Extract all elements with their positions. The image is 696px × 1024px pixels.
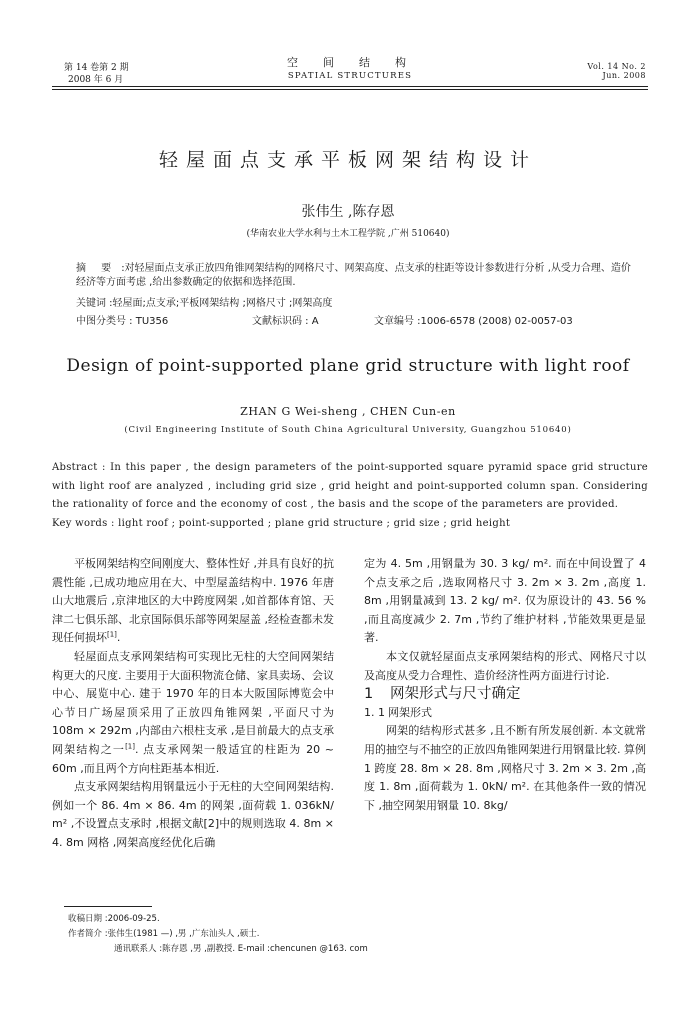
paragraph: 点支承网架结构用钢量远小于无柱的大空间网架结构. 例如一个 86. 4m × 86. 4m 的网架 ,面荷载 1. 036kN/ m² ,不设置点支承时 ,根据文献[2]中的规则选取 4. 8m × 4. 8m 网格 ,网架高度经优化后确 bbox=[52, 780, 334, 849]
subsection-title: 网架形式 bbox=[388, 705, 432, 719]
paragraph: 平板网架结构空间刚度大、整体性好 ,并具有良好的抗震性能 ,已成功地应用在大、中型屋盖结构中. 1976 年唐山大地震后 ,京津地区的大中跨度网架 ,如首都体育馆、天津二七俱乐部、北京国际俱乐部等网架屋盖 ,经检查都未发现任何损坏[1]. bbox=[52, 557, 334, 645]
paragraph: 定为 4. 5m ,用钢量为 30. 3 kg/ m². 而在中间设置了 4 个点支承之后 ,选取网格尺寸 3. 2m × 3. 2m ,高度 1. 8m ,用钢量减到 13. 2 kg/ m². 仅为原设计的 43. 56 % ,而且高度减少 2. 7m ,节约了维护材料 ,节能效果更是显著. bbox=[364, 557, 646, 645]
author-bio: 作者简介 :张伟生(1981 —) ,男 ,广东汕头人 ,硕士. bbox=[68, 929, 260, 939]
keywords-en: Key words : light roof ; point-supported ; plane grid structure ; grid size ; grid height bbox=[52, 517, 511, 529]
article-number: 文章编号 :1006-6578 (2008) 02-0057-03 bbox=[374, 316, 573, 327]
date-en: Jun. 2008 bbox=[602, 71, 646, 80]
volume-issue-cn: 第 14 卷第 2 期 bbox=[64, 63, 129, 73]
contact-info: 通讯联系人 :陈存恩 ,男 ,副教授. E-mail :chencunen @163. com bbox=[114, 944, 368, 954]
clc-number: 中图分类号 : TU356 bbox=[76, 316, 169, 327]
header-rule bbox=[52, 86, 648, 87]
paragraph: 本文仅就轻屋面点支承网架结构的形式、网格尺寸以及高度从受力合理性、造价经济性两方面进行讨论. bbox=[364, 649, 646, 682]
citation: [1] bbox=[125, 742, 135, 751]
affiliation-cn: (华南农业大学水利与土木工程学院 ,广州 510640) bbox=[246, 229, 450, 239]
abstract-label-cn: 摘 要 bbox=[76, 263, 118, 274]
abstract-en bbox=[52, 459, 648, 533]
subsection-heading bbox=[364, 704, 646, 723]
abstract-cn bbox=[76, 262, 636, 290]
running-header-right bbox=[520, 62, 646, 80]
section-number: 1 bbox=[364, 686, 374, 703]
document-code: 文献标识码 : A bbox=[252, 316, 319, 327]
running-header-left bbox=[64, 62, 184, 86]
footnotes bbox=[68, 912, 628, 957]
authors-cn: 张伟生 ,陈存恩 bbox=[301, 204, 395, 220]
affiliation-en: (Civil Engineering Institute of South China Agricultural University, Guangzhou 510640) bbox=[124, 425, 572, 435]
volume-issue-en: Vol. 14 No. 2 bbox=[587, 62, 646, 71]
paper-title-cn: 轻屋面点支承平板网架结构设计 bbox=[158, 149, 537, 171]
body-column-right bbox=[364, 555, 646, 815]
keywords-cn: 关键词 :轻屋面;点支承;平板网架结构 ;网格尺寸 ;网架高度 bbox=[76, 298, 333, 309]
subsection-number: 1. 1 bbox=[364, 705, 385, 719]
date-cn: 2008 年 6 月 bbox=[68, 75, 124, 85]
authors-en: ZHAN G Wei-sheng , CHEN Cun-en bbox=[240, 405, 456, 418]
section-heading bbox=[364, 685, 646, 704]
received-date: 收稿日期 :2006-09-25. bbox=[68, 914, 160, 924]
running-header-center bbox=[230, 56, 470, 82]
paragraph: 网架的结构形式甚多 ,且不断有所发展创新. 本文就常用的抽空与不抽空的正放四角锥网架进行用钢量比较. 算例 1 跨度 28. 8m × 28. 8m ,网格尺寸 3. 2m × 3. 2m ,高度 1. 8m ,面荷载为 1. 0kN/ m². 在其他条件一致的情况下 ,抽空网架用钢量 10. 8kg/ bbox=[364, 724, 646, 812]
abstract-text-en: Abstract : In this paper , the design parameters of the point-supported square pyramid space grid structure with light roof are analyzed , including grid size , grid height and point-supported column span. Considering the rationality of force and the economy of cost , the basis and the scope of the parameters are provided. bbox=[52, 462, 648, 510]
paper-title-en: Design of point-supported plane grid structure with light roof bbox=[66, 356, 630, 376]
header-rule-double bbox=[52, 89, 648, 90]
section-title: 网架形式与尺寸确定 bbox=[390, 686, 521, 703]
journal-title-cn: 空 间 结 构 bbox=[287, 56, 413, 69]
journal-title-en: SPATIAL STRUCTURES bbox=[287, 71, 413, 81]
citation: [1] bbox=[107, 630, 117, 639]
body-column-left bbox=[52, 555, 334, 853]
paragraph: 轻屋面点支承网架结构可实现比无柱的大空间网架结构更大的尺度. 主要用于大面积物流仓储、家具卖场、会议中心、展览中心. 建于 1970 年的日本大阪国际博览会中心节日广场屋顶采用了正放四角锥网架 ,平面尺寸为 108m × 292m ,内部由六根柱支承 ,是目前最大的点支承网架结构之一[1]. 点支承网架一般适宜的柱距为 20 ~ 60m ,而且两个方向柱距基本相近. bbox=[52, 649, 335, 775]
footnote-rule bbox=[64, 906, 152, 907]
abstract-text-cn: :对轻屋面点支承正放四角锥网架结构的网格尺寸、网架高度、点支承的柱距等设计参数进行分析 ,从受力合理、造价经济等方面考虑 ,给出参数确定的依据和选择范围. bbox=[76, 263, 631, 288]
